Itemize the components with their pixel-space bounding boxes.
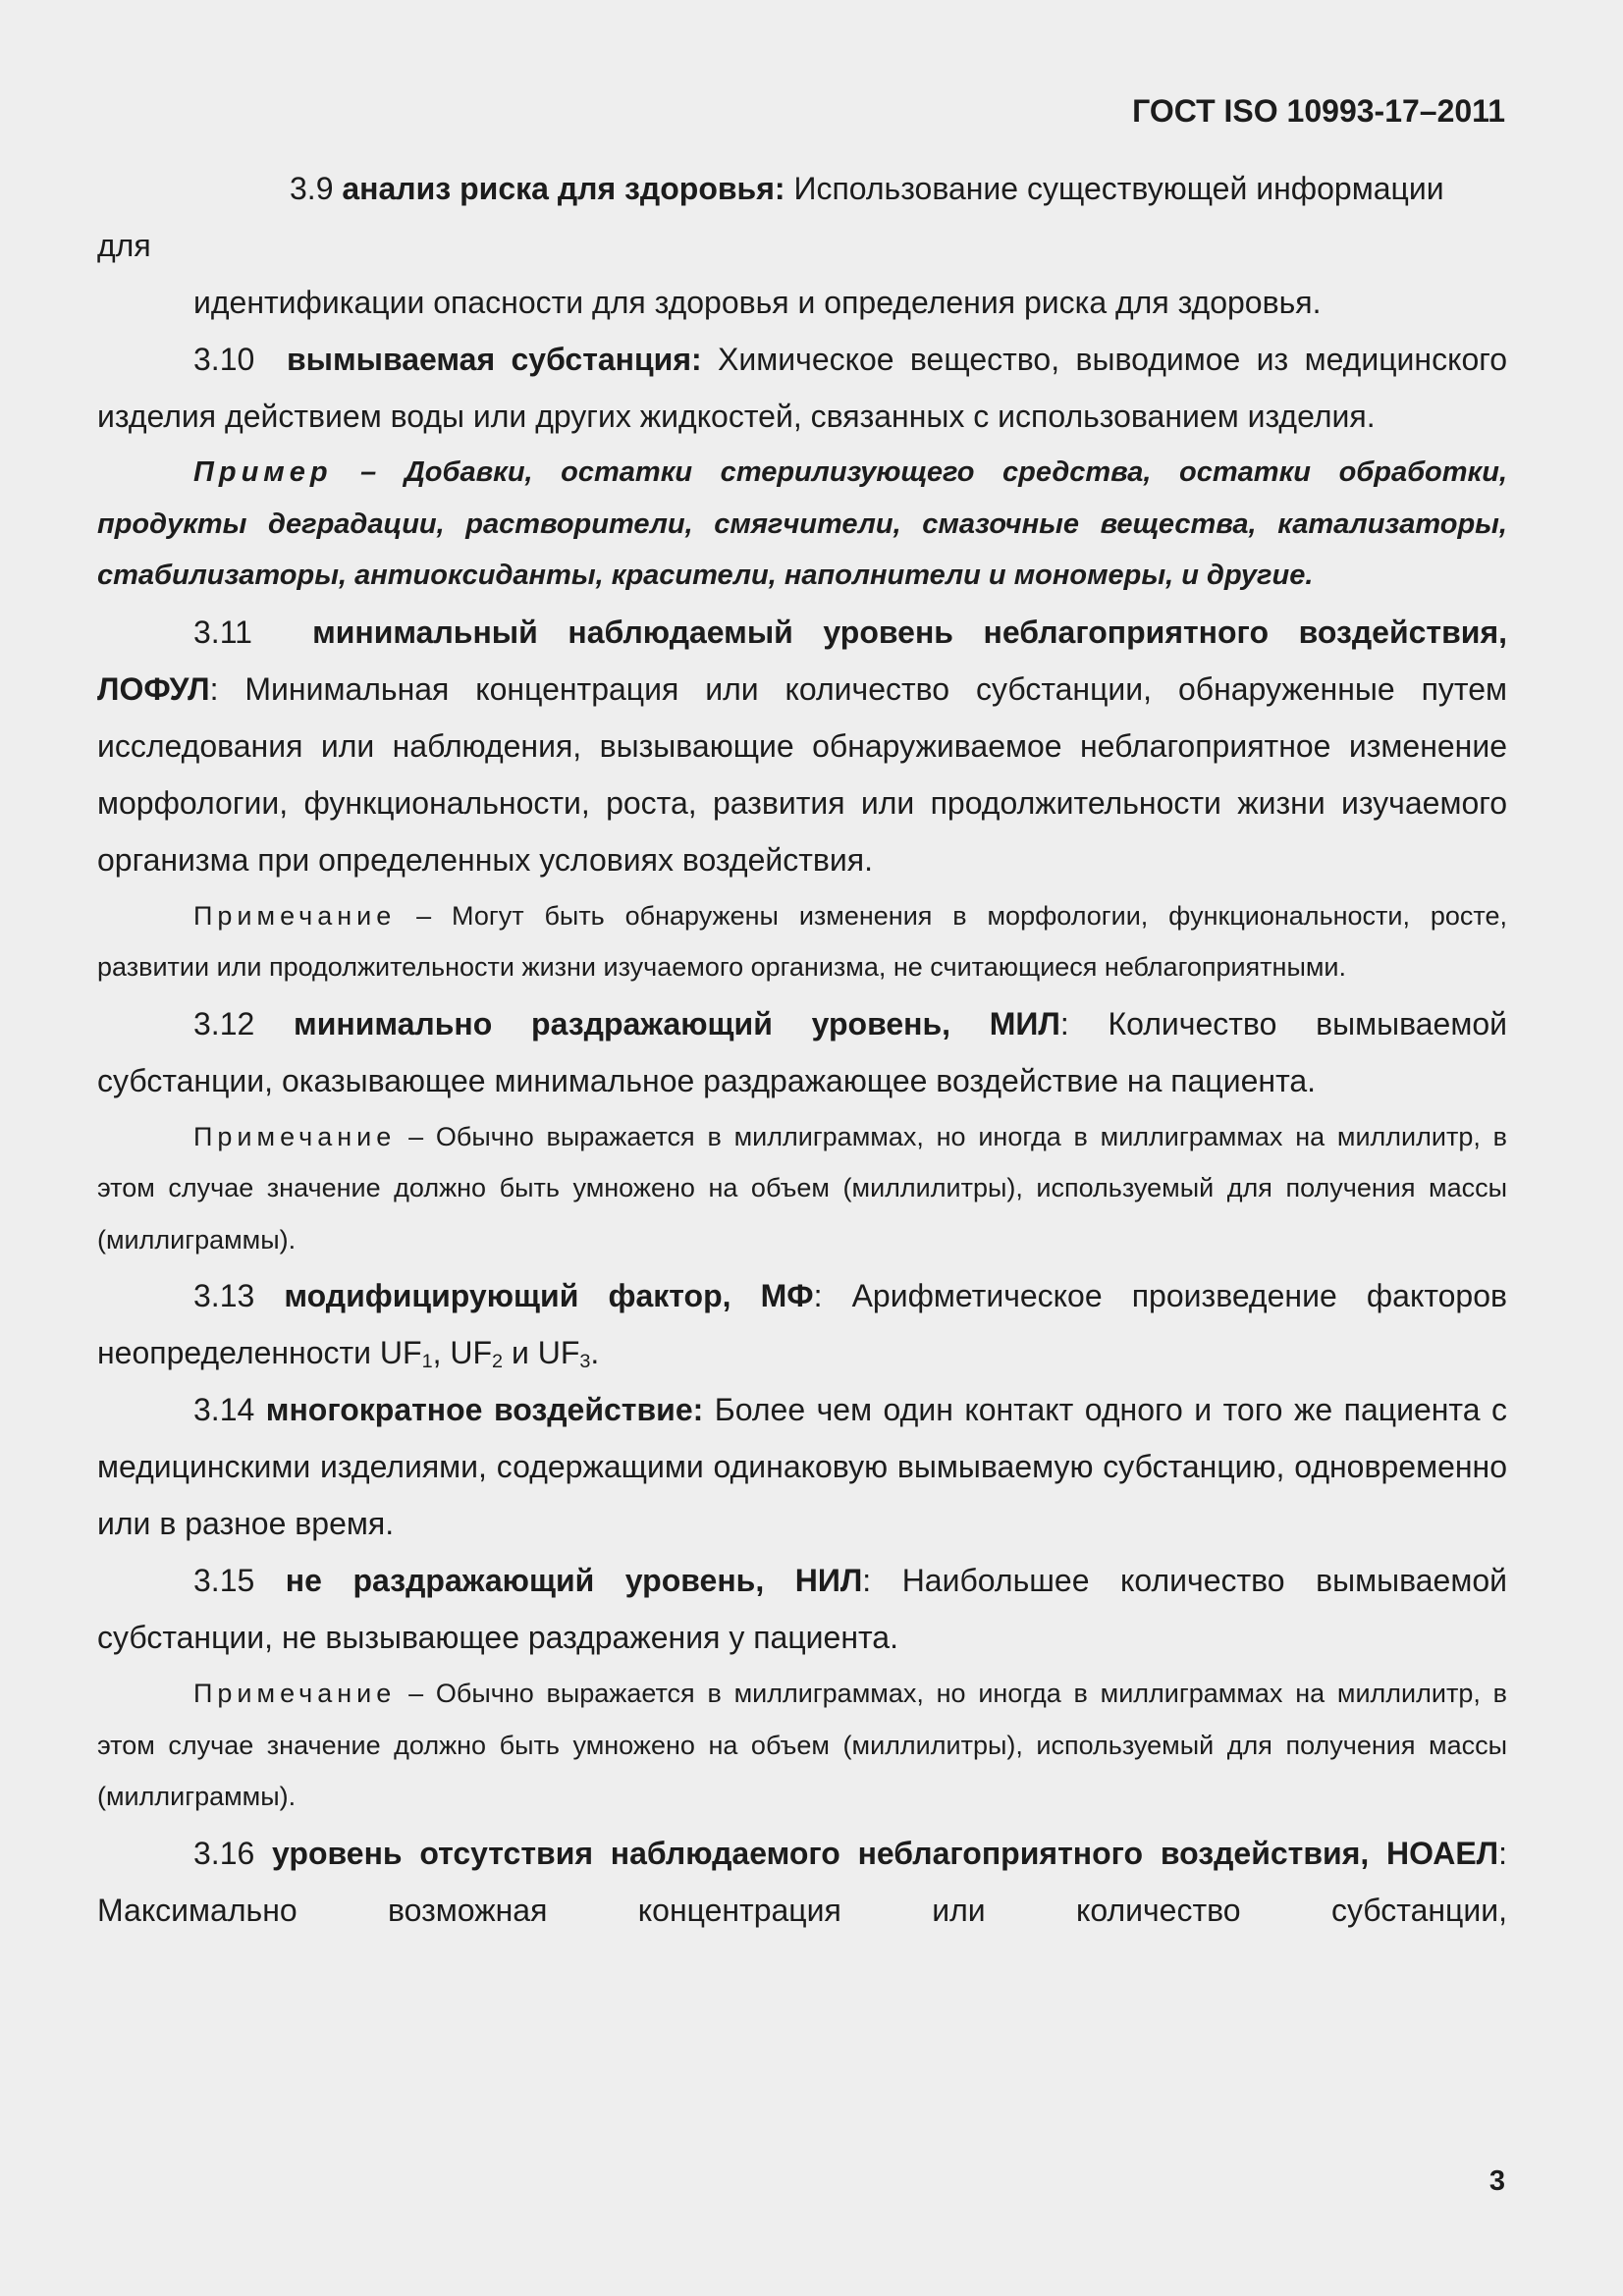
definition-continued: идентификации опасности для здоровья и определения риска для здоровья. (193, 285, 1322, 320)
note-label: Примечание (193, 1679, 397, 1708)
term-entry-3-10 (97, 331, 1507, 445)
note-3-11 (97, 890, 1507, 993)
entry-number: 3.13 (193, 1278, 255, 1313)
term-entry-3-9-wrap (97, 217, 1507, 274)
document-header: ГОСТ ISO 10993-17–2011 (1132, 93, 1505, 129)
uf-subscript: 3 (579, 1350, 591, 1372)
term: вымываемая субстанция: (286, 342, 702, 377)
period: . (590, 1335, 600, 1370)
note-text: – Обычно выражается в миллиграммах, но иногда в миллиграммах на миллилитр, в этом случае значение должно быть умножено на объем (миллилитры), используемый для получения массы (миллиграммы). (97, 1679, 1507, 1811)
uf-subscript: 2 (492, 1350, 504, 1372)
term-entry-3-12 (97, 995, 1507, 1109)
term-entry-3-11 (97, 604, 1507, 888)
definition: Химическое вещество, выводимое из медицинского изделия действием воды или других жидкостей, связанных с использованием изделия. (97, 342, 1508, 434)
uf-symbol: UF (537, 1335, 580, 1370)
term: модифицирующий фактор, МФ (284, 1278, 814, 1313)
term-entry-3-9 (97, 160, 1507, 217)
separator: и (503, 1335, 538, 1370)
note-label: Примечание (193, 1121, 397, 1151)
uf-symbol: UF (450, 1335, 493, 1370)
example-label: Пример (193, 456, 333, 488)
term: многократное воздействие: (265, 1392, 704, 1427)
entry-number: 3.10 (193, 342, 255, 377)
term: уровень отсутствия наблюдаемого неблагоприятного воздействия, НОАЕЛ (272, 1835, 1499, 1871)
definition: Использование существующей информации (793, 171, 1444, 206)
term: минимально раздражающий уровень, МИЛ (294, 1005, 1060, 1041)
term-entry-3-15 (97, 1552, 1507, 1666)
entry-number: 3.9 (290, 171, 334, 206)
note-3-15 (97, 1668, 1507, 1823)
document-body (97, 160, 1508, 1939)
uf-symbol: UF (379, 1335, 422, 1370)
definition: : Арифметическое произведение факторов неопределенности (97, 1278, 1508, 1370)
term-entry-3-9-line3 (193, 274, 1507, 331)
entry-number: 3.11 (193, 614, 252, 650)
definition: : Наибольшее количество вымываемой субстанции, не вызывающее раздражения у пациента. (97, 1563, 1507, 1655)
example-3-10 (97, 447, 1507, 602)
note-label: Примечание (193, 900, 397, 931)
definition-continued: для (97, 228, 151, 263)
definition: : Максимально возможная концентрация или количество субстанции, (97, 1835, 1508, 1928)
page-number: 3 (1488, 2165, 1505, 2197)
note-text: – Могут быть обнаружены изменения в морфологии, функциональности, росте, развитии или продолжительности жизни изучаемого организма, не считающиеся неблагоприятными. (97, 900, 1507, 982)
note-text: – Обычно выражается в миллиграммах, но иногда в миллиграммах на миллилитр, в этом случае значение должно быть умножено на объем (миллилитры), используемый для получения массы (миллиграммы). (97, 1121, 1507, 1255)
definition: Более чем один контакт одного и того же пациента с медицинскими изделиями, содержащими одинаковую вымываемую субстанцию, одновременно или в разное время. (97, 1392, 1508, 1541)
definition: : Минимальная концентрация или количество субстанции, обнаруженные путем исследования или наблюдения, вызывающие обнаруживаемое неблагоприятное изменение морфологии, функциональности, роста, развития или продолжительности жизни изучаемого организма при определенных условиях воздействия. (97, 670, 1507, 878)
entry-number: 3.15 (193, 1563, 255, 1598)
definition: : Количество вымываемой субстанции, оказывающее минимальное раздражающее воздействие на пациента. (97, 1005, 1508, 1098)
note-3-12 (97, 1111, 1507, 1266)
example-text: – Добавки, остатки стерилизующего средства, остатки обработки, продукты деградации, растворители, смягчители, смазочные вещества, катализаторы, стабилизаторы, антиоксиданты, красители, наполнители и мономеры, и другие. (97, 456, 1508, 591)
uf-subscript: 1 (421, 1350, 433, 1372)
separator: , (432, 1335, 451, 1370)
entry-number: 3.14 (193, 1392, 255, 1427)
entry-number: 3.12 (193, 1005, 255, 1041)
term: анализ риска для здоровья: (342, 171, 785, 206)
term: не раздражающий уровень, НИЛ (285, 1563, 863, 1598)
term-entry-3-16 (97, 1825, 1507, 1939)
entry-number: 3.16 (193, 1835, 255, 1871)
term: минимальный наблюдаемый уровень неблагоприятного воздействия, ЛОФУЛ (97, 614, 1507, 707)
term-entry-3-13 (97, 1267, 1507, 1381)
term-entry-3-14 (97, 1381, 1507, 1552)
